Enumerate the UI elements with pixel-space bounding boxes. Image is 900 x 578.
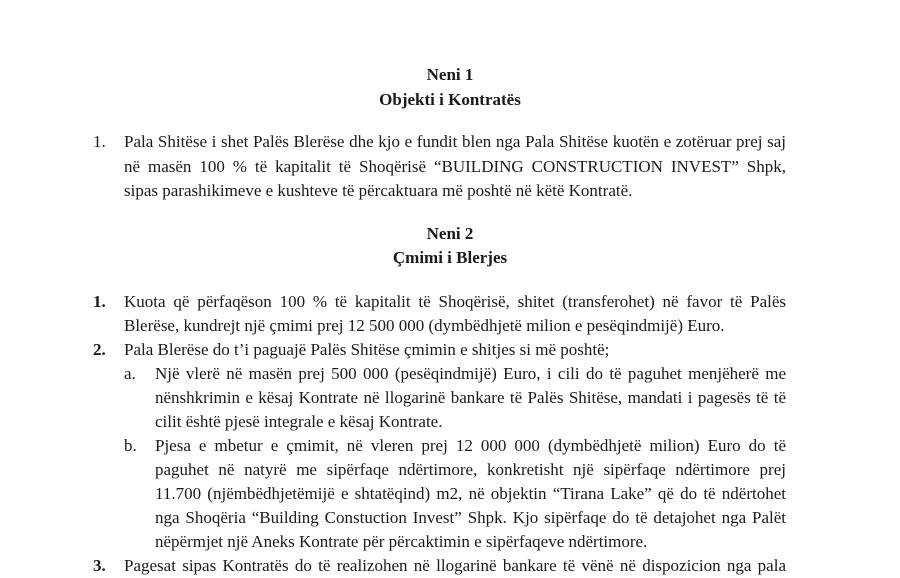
article-1-number: Neni 1 xyxy=(426,65,474,84)
article-2-item-1-line-2: Blerëse, kundrejt një çmimi prej 12 500 000 (dymbëdhjetë milion e pesëqindmijë) Euro. xyxy=(124,316,725,335)
article-2-item-2-sub-a-line-1: Një vlerë në masën prej 500 000 (pesëqindmijë) Euro, i cili do të paguhet menjëherë me xyxy=(155,364,786,383)
article-2-item-2-sub-b-line-2: paguhet në natyrë me sipërfaqe ndërtimore, konkretisht një sipërfaqe ndërtimore prej xyxy=(155,460,786,479)
article-2-item-3-line-1: Pagesat sipas Kontratës do të realizohen në llogarinë bankare të vënë në dispozicion nga pala xyxy=(124,556,786,575)
article-2-item-2-sub-b-line-1: Pjesa e mbetur e çmimit, në vleren prej 12 000 000 (dymbëdhjetë milion) Euro do të xyxy=(155,436,786,455)
article-2-item-2-marker: 2. xyxy=(93,340,106,359)
article-1-item-1-line-2: në masën 100 % të kapitalit të Shoqërisë “BUILDING CONSTRUCTION INVEST” Shpk, xyxy=(124,157,786,176)
article-1-item-1-line-3: sipas parashikimeve e kushteve të përcaktuara më poshtë në këtë Kontratë. xyxy=(124,181,633,200)
article-2-item-2-sub-a-line-2: nënshkrimin e kësaj Kontrate në llogarinë bankare të Palës Shitëse, mandati i pagesës të të xyxy=(155,388,786,407)
article-2-item-2-sub-b-marker: b. xyxy=(124,436,137,455)
article-2-item-1-marker: 1. xyxy=(93,292,106,311)
article-2-item-2-sub-a-line-3: cilit është pjesë integrale e kësaj Kontrate. xyxy=(155,412,443,431)
article-2-item-2-sub-a-marker: a. xyxy=(124,364,136,383)
article-2-item-2-sub-b-line-5: nëpërmjet një Aneks Kontrate për përcaktimin e sipërfaqeve ndërtimore. xyxy=(155,532,648,551)
article-2-item-2-line-1: Pala Blerëse do t’i paguajë Palës Shitëse çmimin e shitjes si më poshtë; xyxy=(124,340,610,359)
article-2-number: Neni 2 xyxy=(426,224,474,243)
article-2-title: Çmimi i Blerjes xyxy=(392,248,508,267)
article-2-item-2-sub-b-line-3: 11.700 (njëmbëdhjetëmijë e shtatëqind) m2, në objektin “Tirana Lake” që do të ndërtohet xyxy=(155,484,786,503)
article-2-item-1-line-1: Kuota që përfaqëson 100 % të kapitalit të Shoqërisë, shitet (transferohet) në favor të Palës xyxy=(124,292,786,311)
article-2-item-3-marker: 3. xyxy=(93,556,106,575)
article-1-title: Objekti i Kontratës xyxy=(379,90,521,109)
article-1-item-1-marker: 1. xyxy=(93,132,106,151)
article-2-item-2-sub-b-line-4: nga Shoqëria “Building Constuction Invest” Shpk. Kjo sipërfaqe do të detajohet nga Palët xyxy=(155,508,786,527)
article-1-item-1-line-1: Pala Shitëse i shet Palës Blerëse dhe kjo e fundit blen nga Pala Shitëse kuotën e zotëruar prej saj xyxy=(124,132,786,151)
